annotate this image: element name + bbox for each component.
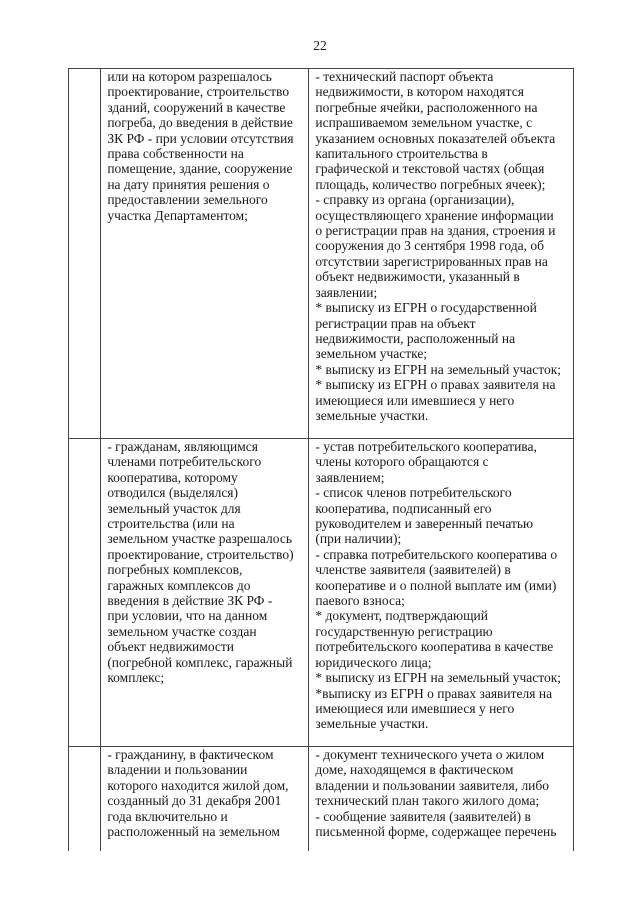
table-row bbox=[69, 439, 574, 747]
document-table bbox=[68, 68, 574, 851]
applicant-cell: - гражданину, в фактическом владении и пользовании которого находится жилой дом, созданный до 31 декабря 2001 года включительно и расположенный на земельном bbox=[101, 747, 309, 852]
number-cell bbox=[69, 439, 101, 747]
applicant-cell: или на котором разрешалось проектирование, строительство зданий, сооружений в качестве погреба, до введения в действие ЗК РФ - при условии отсутствия права собственности на помещение, здание, сооружение на дату принятия решения о предоставлении земельного участка Департаментом; bbox=[101, 69, 309, 439]
documents-cell: - документ технического учета о жилом доме, находящемся в фактическом владении и пользовании заявителя, либо технический план такого жилого дома; - сообщение заявителя (заявителей) в письменной форме, содержащее перечень bbox=[309, 747, 574, 852]
number-cell bbox=[69, 69, 101, 439]
documents-cell: - устав потребительского кооператива, члены которого обращаются с заявлением; - список членов потребительского кооператива, подписанный его руководителем и заверенный печатью (при наличии); - справка потребительского кооператива о членстве заявителя (заявителей) в кооперативе и о полной выплате им (ими) паевого взноса; * документ, подтверждающий государственную регистрацию потребительского кооператива в качестве юридического лица; * выписку из ЕГРН на земельный участок; *выписку из ЕГРН о правах заявителя на имеющиеся или имевшиеся у него земельные участки. bbox=[309, 439, 574, 747]
table-row bbox=[69, 747, 574, 852]
documents-cell: - технический паспорт объекта недвижимости, в котором находятся погребные ячейки, расположенного на испрашиваемом земельном участке, с указанием основных показателей объекта капитального строительства в графической и текстовой частях (общая площадь, количество погребных ячеек); - справку из органа (организации), осуществляющего хранение информации о регистрации прав на здания, строения и сооружения до 3 сентября 1998 года, об отсутствии зарегистрированных прав на объект недвижимости, указанный в заявлении; * выписку из ЕГРН о государственной регистрации прав на объект недвижимости, расположенный на земельном участке; * выписку из ЕГРН на земельный участок; * выписку из ЕГРН о правах заявителя на имеющиеся или имевшиеся у него земельные участки. bbox=[309, 69, 574, 439]
applicant-cell: - гражданам, являющимся членами потребительского кооператива, которому отводился (выделялся) земельный участок для строительства (или на земельном участке разрешалось проектирование, строительство) погребных комплексов, гаражных комплексов до введения в действие ЗК РФ - при условии, что на данном земельном участке создан объект недвижимости (погребной комплекс, гаражный комплекс; bbox=[101, 439, 309, 747]
page-number: 22 bbox=[313, 38, 327, 53]
table-row bbox=[69, 69, 574, 439]
number-cell bbox=[69, 747, 101, 852]
